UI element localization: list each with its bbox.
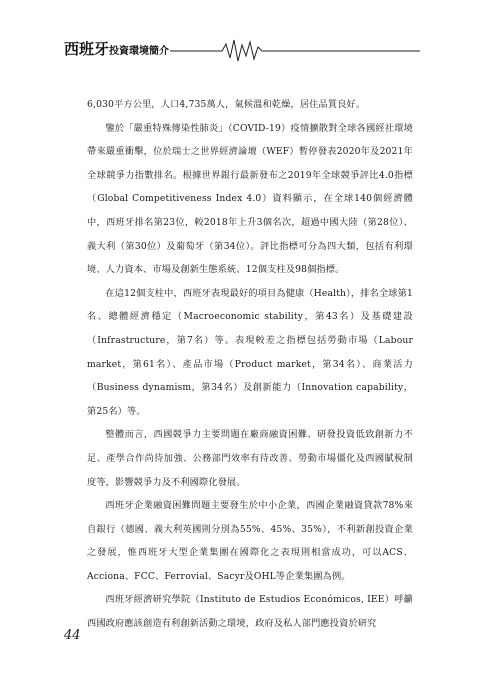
paragraph-3: 在這12個支柱中，西班牙表現最好的項目為健康（Health），排名全球第1名、總體經濟穩定（Macroeconomic stability，第43名）及基礎建設（Infrastructure，第7名）等。表現較差之指標包括勞動市場（Labour market，第61名）、產品市場（Product market，第34名）、商業活力（Business dynamism，第34名）及創新能力（Innovation capability，第25名）等。: [87, 287, 413, 417]
paragraph-6: 西班牙經濟研究學院（Instituto de Estudios Económicos, IEE）呼籲西國政府應該創造有利創新活動之環境，政府及私人部門應投資於研究: [87, 594, 413, 630]
page-number: 44: [64, 628, 81, 643]
paragraph-2: 鑒於「嚴重特殊傳染性肺炎」（COVID-19）疫情擴散對全球各國經社環境帶來嚴重衝擊，位於瑞士之世界經濟論壇（WEF）暫停發表2020年及2021年全球競爭力指數排名。根據世界銀行最新發布之2019年全球競爭評比4.0指標（Global Competitiveness Index 4.0）資料顯示，在全球140個經濟體中，西班牙排名第23位，較2018年上升3個名次，超過中國大陸（第28位）、義大利（第30位）及葡萄牙（第34位）。評比指標可分為四大類，包括有利環境、人力資本、市場及創新生態系統、12個支柱及98個指標。: [87, 122, 413, 276]
header-title-sub: 投資環境簡介: [109, 46, 170, 57]
paragraph-1: 6,030平方公里，人口4,735萬人，氣候溫和乾燥，居住品質良好。: [87, 99, 366, 110]
header-title-main: 西班牙: [64, 40, 110, 58]
running-header: [0, 34, 480, 64]
header-rule-decoration: [0, 34, 480, 64]
paragraph-5: 西班牙企業融資困難問題主要發生於中小企業，西國企業融資貸款78%來自銀行（德國、義大利英國則分別為55%、45%、35%），不利新創投資企業之發展，惟西班牙大型企業集團在國際化之表現則相當成功，可以ACS、Acciona、FCC、Ferrovial、Sacyr及OHL等企業集團為例。: [87, 500, 413, 582]
body-text: [87, 93, 413, 636]
paragraph-4: 整體而言，西國競爭力主要問題在廠商融資困難、研發投資低致創新力不足、產學合作尚待加強、公務部門效率有待改善、勞動市場僵化及西國賦稅制度等，影響競爭力及不利國際化發展。: [87, 429, 413, 488]
